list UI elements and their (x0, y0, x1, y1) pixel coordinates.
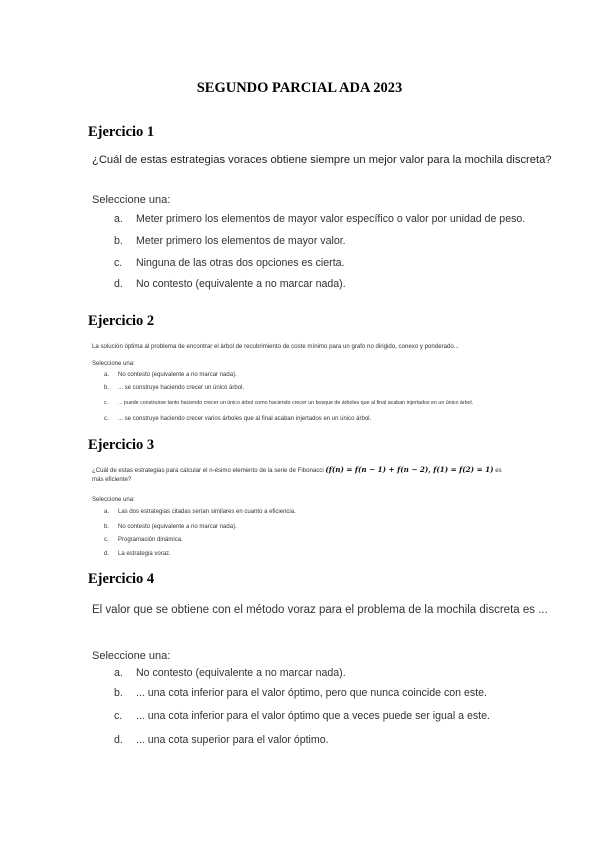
option-letter: a. (114, 667, 123, 679)
exercise-2-heading: Ejercicio 2 (88, 313, 155, 329)
option-letter: c. (104, 537, 109, 543)
option-letter: c. (104, 416, 109, 422)
option-letter: b. (104, 524, 110, 530)
exercise-4-option-a[interactable] (114, 667, 346, 679)
exercise-3-select-label: Seleccione una: (92, 497, 135, 503)
option-text: ... puede construirse tanto haciendo crecer un único árbol como haciendo crecer un bosque de árboles que al final acaban injertados en un único árbol. (118, 400, 474, 406)
option-letter: d. (104, 551, 110, 557)
option-letter: c. (114, 710, 123, 722)
exercise-1-option-b[interactable] (114, 235, 346, 247)
option-text: La estrategia voraz. (118, 551, 171, 557)
option-letter: d. (114, 734, 123, 746)
option-text: ... se construye haciendo crecer varios árboles que al final acaban injertados en un único árbol. (118, 416, 372, 422)
option-text: No contesto (equivalente a no marcar nada). (136, 278, 346, 290)
option-letter: a. (104, 372, 110, 378)
exercise-4-select-label: Seleccione una: (92, 650, 171, 662)
question-text-end: es más eficiente? (92, 467, 502, 483)
exercise-4-heading: Ejercicio 4 (88, 571, 155, 587)
fibonacci-formula: (f(n) = f(n − 1) + f(n − 2), f(1) = f(2) = 1) (325, 465, 494, 474)
exercise-3-option-d[interactable] (104, 551, 171, 557)
exercise-4-option-c[interactable] (114, 710, 490, 722)
exercise-1-option-a[interactable] (114, 213, 525, 225)
option-letter: b. (114, 687, 123, 699)
exercise-1-heading: Ejercicio 1 (88, 124, 155, 140)
exercise-3-heading: Ejercicio 3 (88, 437, 155, 453)
exercise-2-option-b[interactable] (104, 385, 244, 391)
exercise-4-option-d[interactable] (114, 734, 329, 746)
option-letter: b. (114, 235, 123, 247)
option-letter: a. (114, 213, 123, 225)
option-text: Meter primero los elementos de mayor valor. (136, 235, 346, 247)
option-text: ... una cota inferior para el valor óptimo, pero que nunca coincide con este. (136, 687, 487, 699)
option-text: ... una cota superior para el valor óptimo. (136, 734, 329, 746)
exercise-4-option-b[interactable] (114, 687, 487, 699)
option-letter: c. (114, 257, 123, 269)
exercise-1-option-c[interactable] (114, 257, 344, 269)
option-text: Meter primero los elementos de mayor valor específico o valor por unidad de peso. (136, 213, 526, 225)
option-text: ... una cota inferior para el valor óptimo que a veces puede ser igual a este. (136, 710, 490, 722)
exercise-2-option-c[interactable] (104, 400, 473, 406)
exercise-3-option-c[interactable] (104, 537, 183, 543)
exercise-2-question: La solución óptima al problema de encontrar el árbol de recubrimiento de coste mínimo para un grafo no dirigido, conexo y ponderado... (92, 343, 459, 350)
question-text: ¿Cuál de estas estrategias para calcular el n-ésimo elemento de la serie de Fibonacci (92, 467, 324, 474)
exercise-3-option-a[interactable] (104, 509, 296, 515)
option-text: Programación dinámica. (118, 537, 183, 543)
option-letter: c. (104, 400, 109, 406)
option-text: No contesto (equivalente a no marcar nada). (118, 524, 237, 530)
document-title: SEGUNDO PARCIAL ADA 2023 (196, 80, 403, 96)
exercise-4-question: El valor que se obtiene con el método voraz para el problema de la mochila discreta es ... (92, 604, 548, 616)
option-letter: a. (104, 509, 110, 515)
option-text: No contesto (equivalente a no marcar nada). (118, 372, 237, 378)
exercise-1-option-d[interactable] (114, 278, 346, 290)
exercise-2-select-label: Seleccione una: (92, 361, 135, 367)
exercise-1-question: ¿Cuál de estas estrategias voraces obtiene siempre un mejor valor para la mochila discreta? (92, 154, 552, 166)
option-text: ... se construye haciendo crecer un único árbol. (118, 385, 245, 391)
exercise-2-option-d[interactable] (104, 416, 371, 422)
option-text: Las dos estrategias citadas serían similares en cuanto a eficiencia. (118, 509, 296, 515)
option-text: Ninguna de las otras dos opciones es cierta. (136, 257, 345, 269)
exercise-3-question (92, 465, 512, 484)
exercise-2-option-a[interactable] (104, 372, 237, 378)
option-letter: d. (114, 278, 123, 290)
option-letter: b. (104, 385, 110, 391)
exercise-1-select-label: Seleccione una: (92, 194, 171, 206)
exercise-3-option-b[interactable] (104, 524, 237, 530)
option-text: No contesto (equivalente a no marcar nada). (136, 667, 346, 679)
